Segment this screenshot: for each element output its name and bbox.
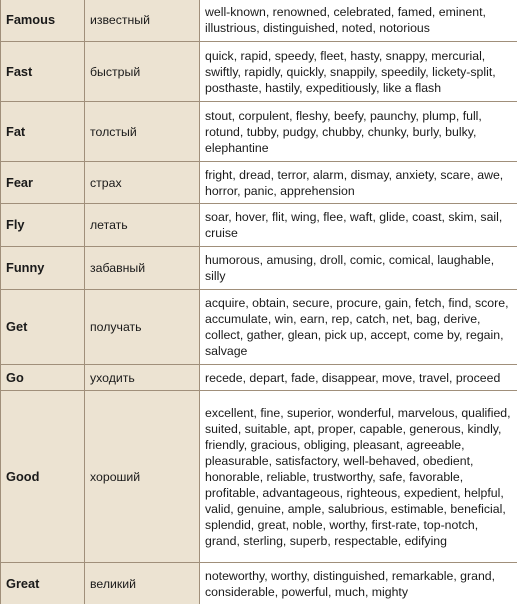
english-word: Good	[1, 391, 85, 563]
russian-translation: толстый	[85, 102, 200, 162]
table-row	[1, 102, 517, 162]
synonyms-list: acquire, obtain, secure, procure, gain, fetch, find, score, accumulate, win, earn, rep, catch, net, bag, derive, collect, gather, glean, pick up, accept, come by, regain, salvage	[200, 290, 517, 365]
russian-translation: получать	[85, 290, 200, 365]
synonyms-list: fright, dread, terror, alarm, dismay, anxiety, scare, awe, horror, panic, apprehension	[200, 162, 517, 204]
table-row	[1, 290, 517, 365]
russian-translation: великий	[85, 563, 200, 604]
english-word: Get	[1, 290, 85, 365]
russian-translation: страх	[85, 162, 200, 204]
english-word: Fat	[1, 102, 85, 162]
synonyms-list: soar, hover, flit, wing, flee, waft, glide, coast, skim, sail, cruise	[200, 204, 517, 247]
english-word: Fly	[1, 204, 85, 247]
table-row	[1, 563, 517, 604]
table-row	[1, 42, 517, 102]
english-word: Go	[1, 365, 85, 391]
table-row	[1, 162, 517, 204]
english-word: Fast	[1, 42, 85, 102]
table-row	[1, 365, 517, 391]
russian-translation: известный	[85, 0, 200, 42]
table-row	[1, 391, 517, 563]
russian-translation: быстрый	[85, 42, 200, 102]
table-row	[1, 204, 517, 247]
synonyms-list: quick, rapid, speedy, fleet, hasty, snappy, mercurial, swiftly, rapidly, quickly, snappily, speedily, lickety-split, posthaste, hastily, expeditiously, like a flash	[200, 42, 517, 102]
table-row	[1, 0, 517, 42]
synonyms-list: noteworthy, worthy, distinguished, remarkable, grand, considerable, powerful, much, mighty	[200, 563, 517, 604]
synonyms-list: humorous, amusing, droll, comic, comical, laughable, silly	[200, 247, 517, 290]
synonyms-list: excellent, fine, superior, wonderful, marvelous, qualified, suited, suitable, apt, proper, capable, generous, kindly, friendly, gracious, obliging, pleasant, agreeable, pleasurable, satisfactory, well-behaved, obedient, honorable, reliable, trustworthy, safe, favorable, profitable, advantageous, righteous, expedient, helpful, valid, genuine, ample, salubrious, estimable, beneficial, splendid, great, noble, worthy, first-rate, top-notch, grand, sterling, superb, respectable, edifying	[200, 391, 517, 563]
english-word: Great	[1, 563, 85, 604]
english-word: Famous	[1, 0, 85, 42]
synonyms-list: well-known, renowned, celebrated, famed, eminent, illustrious, distinguished, noted, notorious	[200, 0, 517, 42]
table-row	[1, 247, 517, 290]
russian-translation: летать	[85, 204, 200, 247]
english-word: Funny	[1, 247, 85, 290]
synonyms-list: stout, corpulent, fleshy, beefy, paunchy, plump, full, rotund, tubby, pudgy, chubby, chunky, burly, bulky, elephantine	[200, 102, 517, 162]
synonyms-list: recede, depart, fade, disappear, move, travel, proceed	[200, 365, 517, 391]
russian-translation: хороший	[85, 391, 200, 563]
russian-translation: уходить	[85, 365, 200, 391]
english-word: Fear	[1, 162, 85, 204]
russian-translation: забавный	[85, 247, 200, 290]
